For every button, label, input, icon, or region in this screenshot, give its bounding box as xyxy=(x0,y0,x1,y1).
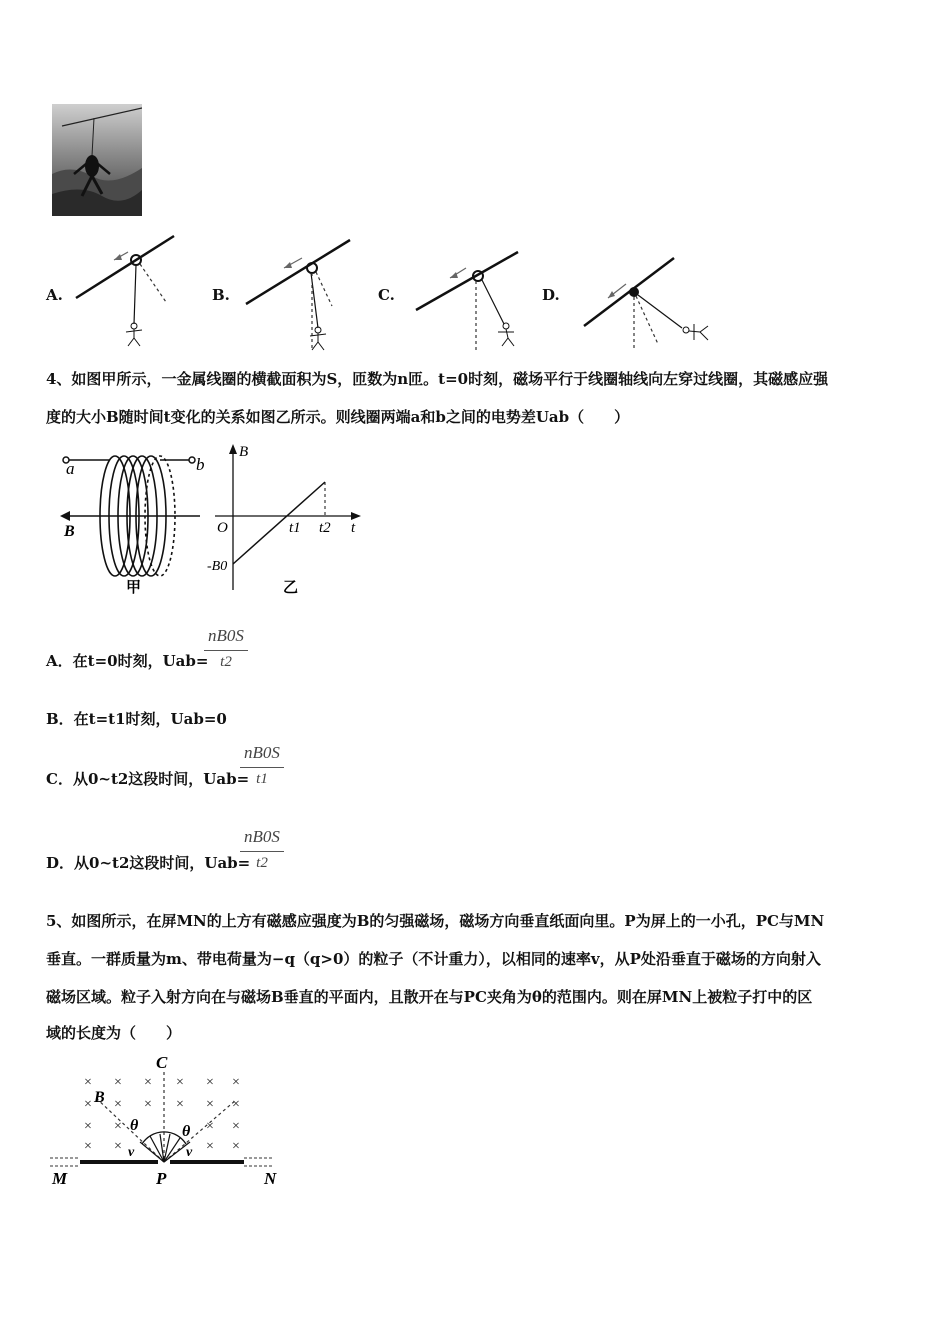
t1-label: t1 xyxy=(289,520,301,536)
coil-field-label: B xyxy=(64,523,75,540)
field-cross-mark: × xyxy=(206,1075,214,1090)
fraction-numerator: nB0S xyxy=(208,626,244,645)
field-cross-mark: × xyxy=(232,1119,240,1134)
field-cross-mark: × xyxy=(206,1097,214,1112)
q3-option-a-figure xyxy=(70,230,190,350)
theta-right-label: θ xyxy=(182,1123,191,1140)
cable-car-photo xyxy=(52,104,142,216)
field-cross-mark: × xyxy=(232,1075,240,1090)
fraction-numerator: nB0S xyxy=(244,827,280,846)
fraction-numerator: nB0S xyxy=(244,743,280,762)
coil-terminal-b-label: b xyxy=(196,455,205,474)
q3-option-b-label: B. xyxy=(212,286,230,304)
b-t-line xyxy=(233,482,325,564)
field-cross-mark: × xyxy=(176,1097,184,1112)
axis-b-label: B xyxy=(239,444,249,460)
field-b-label: B xyxy=(94,1089,105,1106)
axis-t-label: t xyxy=(351,520,356,536)
field-cross-mark: × xyxy=(84,1119,92,1134)
velocity-left-label: v xyxy=(128,1145,135,1160)
point-p-label: P xyxy=(156,1169,167,1188)
q3-option-c-label: C. xyxy=(378,286,395,304)
fraction-denominator: t1 xyxy=(256,771,268,787)
q4-option-a-label: A．在t=0时刻，Uab= xyxy=(46,652,209,670)
q3-option-a-label: A. xyxy=(46,286,63,304)
q4-stem-line2: 度的大小B随时间t变化的关系如图乙所示。则线圈两端a和b之间的电势差Uab（ ） xyxy=(46,408,630,426)
field-cross-mark: × xyxy=(114,1075,122,1090)
fraction-denominator: t2 xyxy=(256,855,268,871)
q3-option-b-figure xyxy=(240,236,360,356)
figure-jia-caption: 甲 xyxy=(126,580,142,596)
q4-option-b-label: B．在t=t1时刻，Uab=0 xyxy=(46,710,227,728)
q5-stem-line1: 5、如图所示，在屏MN的上方有磁感应强度为B的匀强磁场，磁场方向垂直纸面向里。P为屏上的一小孔，PC与MN xyxy=(46,912,825,930)
t2-label: t2 xyxy=(319,520,331,536)
q4-stem-line1: 4、如图甲所示，一金属线圈的横截面积为S，匝数为n匝。t=0时刻，磁场平行于线圈轴线向左穿过线圈，其磁感应强 xyxy=(46,370,829,388)
q4-option-c-label: C．从0~t2这段时间，Uab= xyxy=(46,770,250,788)
origin-label: O xyxy=(217,520,228,536)
fraction-denominator: t2 xyxy=(220,654,232,670)
point-m-label: M xyxy=(52,1169,68,1188)
q4-option-c-fraction xyxy=(240,743,284,788)
q3-option-c-figure xyxy=(410,246,530,356)
figure-yi-caption: 乙 xyxy=(283,580,299,596)
field-cross-mark: × xyxy=(84,1075,92,1090)
field-cross-mark: × xyxy=(176,1075,184,1090)
field-cross-mark: × xyxy=(232,1139,240,1154)
field-cross-mark: × xyxy=(206,1119,214,1134)
field-cross-mark: × xyxy=(144,1097,152,1112)
field-cross-mark: × xyxy=(84,1139,92,1154)
field-cross-mark: × xyxy=(114,1139,122,1154)
theta-left-label: θ xyxy=(130,1117,139,1134)
field-cross-mark: × xyxy=(84,1097,92,1112)
magnetic-field-figure xyxy=(46,1052,296,1192)
q3-option-d-figure xyxy=(578,254,718,354)
field-cross-mark: × xyxy=(232,1097,240,1112)
q5-stem-line4: 域的长度为（ ） xyxy=(46,1024,182,1042)
q5-stem-line2: 垂直。一群质量为m、带电荷量为−q（q>0）的粒子（不计重力），以相同的速率v，从P处沿垂直于磁场的方向射入 xyxy=(46,950,821,968)
q4-option-d-label: D．从0~t2这段时间，Uab= xyxy=(46,854,251,872)
neg-b0-label: -B0 xyxy=(207,559,228,574)
field-cross-mark: × xyxy=(114,1119,122,1134)
b-t-graph xyxy=(205,440,375,600)
coil-terminal-a-label: a xyxy=(66,459,75,478)
q4-option-d-fraction xyxy=(240,827,284,872)
q3-option-d-label: D. xyxy=(542,286,560,304)
field-cross-mark: × xyxy=(114,1097,122,1112)
velocity-right-label: v xyxy=(186,1145,193,1160)
point-c-label: C xyxy=(156,1053,168,1072)
field-cross-mark: × xyxy=(206,1139,214,1154)
q5-stem-line3: 磁场区域。粒子入射方向在与磁场B垂直的平面内，且散开在与PC夹角为θ的范围内。则在屏MN上被粒子打中的区 xyxy=(46,988,813,1006)
field-cross-mark: × xyxy=(144,1075,152,1090)
point-n-label: N xyxy=(264,1169,277,1188)
coil-figure xyxy=(50,440,210,600)
q4-option-a-fraction xyxy=(204,626,248,671)
